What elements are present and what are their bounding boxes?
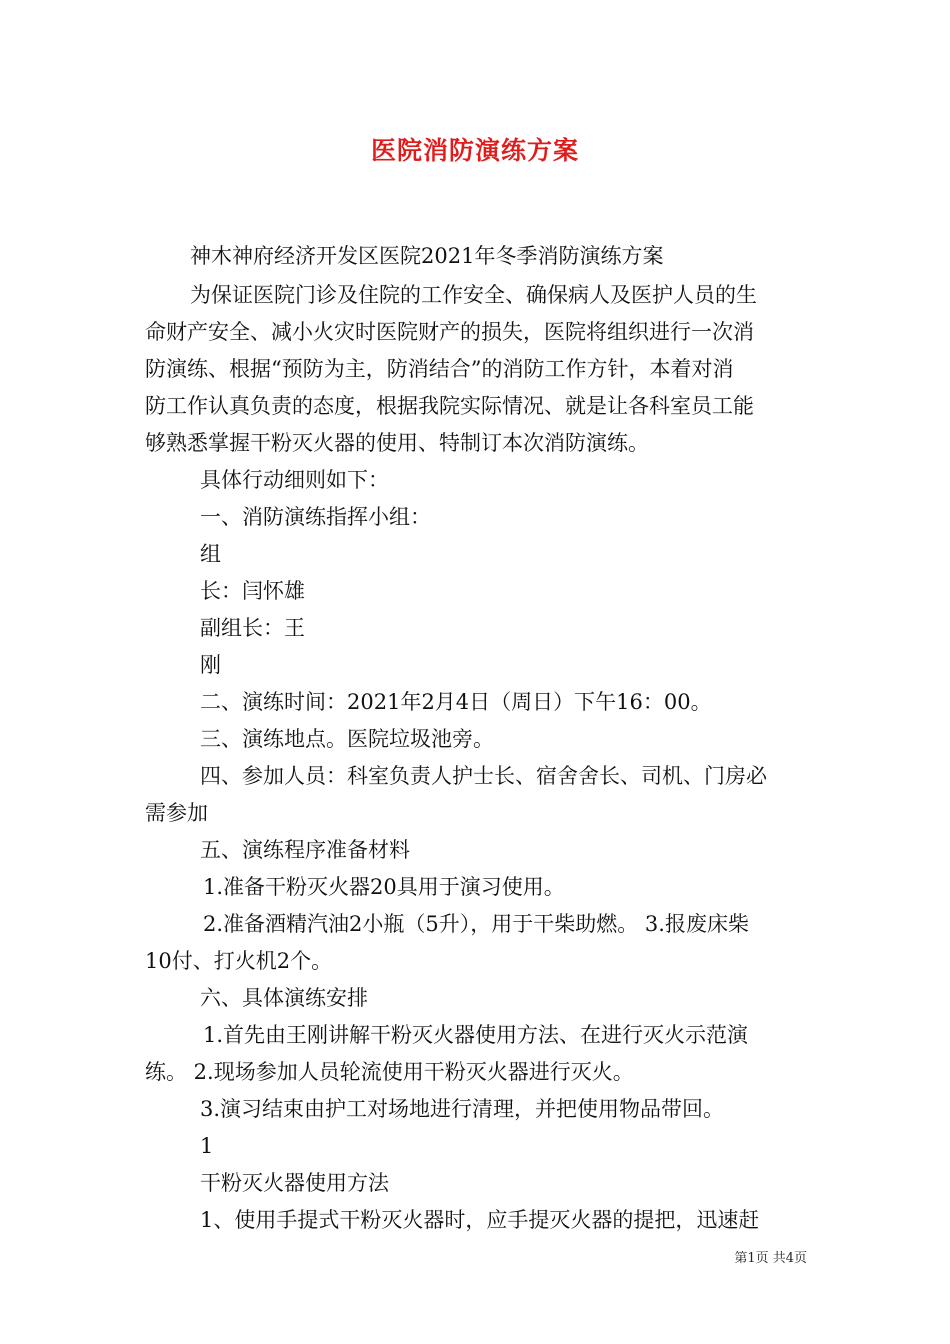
- paragraph-line: 够熟悉掌握干粉灭火器的使用、特制订本次消防演练。: [145, 431, 649, 455]
- paragraph-line: 10付、打火机2个。: [145, 949, 333, 973]
- paragraph-line: 副组长：王: [200, 616, 305, 640]
- page-number-footer: 第1页 共4页: [734, 1251, 807, 1266]
- list-item: 1.首先由王刚讲解干粉灭火器使用方法、在进行灭火示范演: [203, 1023, 749, 1047]
- list-item: 3.演习结束由护工对场地进行清理，并把使用物品带回。: [200, 1097, 725, 1121]
- paragraph-line: 命财产安全、减小火灾时医院财产的损失，医院将组织进行一次消: [145, 320, 754, 344]
- list-item: 1.准备干粉灭火器20具用于演习使用。: [203, 875, 565, 899]
- section-heading: 三、演练地点。医院垃圾池旁。: [200, 727, 494, 751]
- subtitle-line: 神木神府经济开发区医院2021年冬季消防演练方案: [190, 244, 664, 268]
- paragraph-line: 练。 2.现场参加人员轮流使用干粉灭火器进行灭火。: [145, 1060, 634, 1084]
- paragraph-line: 长：闫怀雄: [200, 579, 305, 603]
- section-heading: 四、参加人员：科室负责人护士长、宿舍舍长、司机、门房必: [200, 764, 767, 788]
- paragraph-line: 刚: [200, 653, 221, 677]
- section-heading: 二、演练时间：2021年2月4日（周日）下午16：00。: [200, 690, 712, 714]
- list-item: 2.准备酒精汽油2小瓶（5升），用于干柴助燃。 3.报废床柴: [203, 912, 749, 936]
- section-heading: 五、演练程序准备材料: [200, 838, 410, 862]
- paragraph-line: 为保证医院门诊及住院的工作安全、确保病人及医护人员的生: [190, 283, 757, 307]
- paragraph-line: 防演练、根据“预防为主，防消结合”的消防工作方针，本着对消: [145, 357, 734, 381]
- paragraph-line: 1: [200, 1134, 214, 1158]
- section-heading: 干粉灭火器使用方法: [200, 1171, 389, 1195]
- paragraph-line: 具体行动细则如下：: [200, 468, 389, 492]
- paragraph-line: 组: [200, 542, 221, 566]
- paragraph-line: 防工作认真负责的态度，根据我院实际情况、就是让各科室员工能: [145, 394, 754, 418]
- list-item: 1、使用手提式干粉灭火器时，应手提灭火器的提把，迅速赶: [200, 1208, 760, 1232]
- document-title: 医院消防演练方案: [370, 136, 579, 165]
- paragraph-line: 需参加: [145, 801, 208, 825]
- section-heading: 六、具体演练安排: [200, 986, 368, 1010]
- section-heading: 一、消防演练指挥小组：: [200, 505, 431, 529]
